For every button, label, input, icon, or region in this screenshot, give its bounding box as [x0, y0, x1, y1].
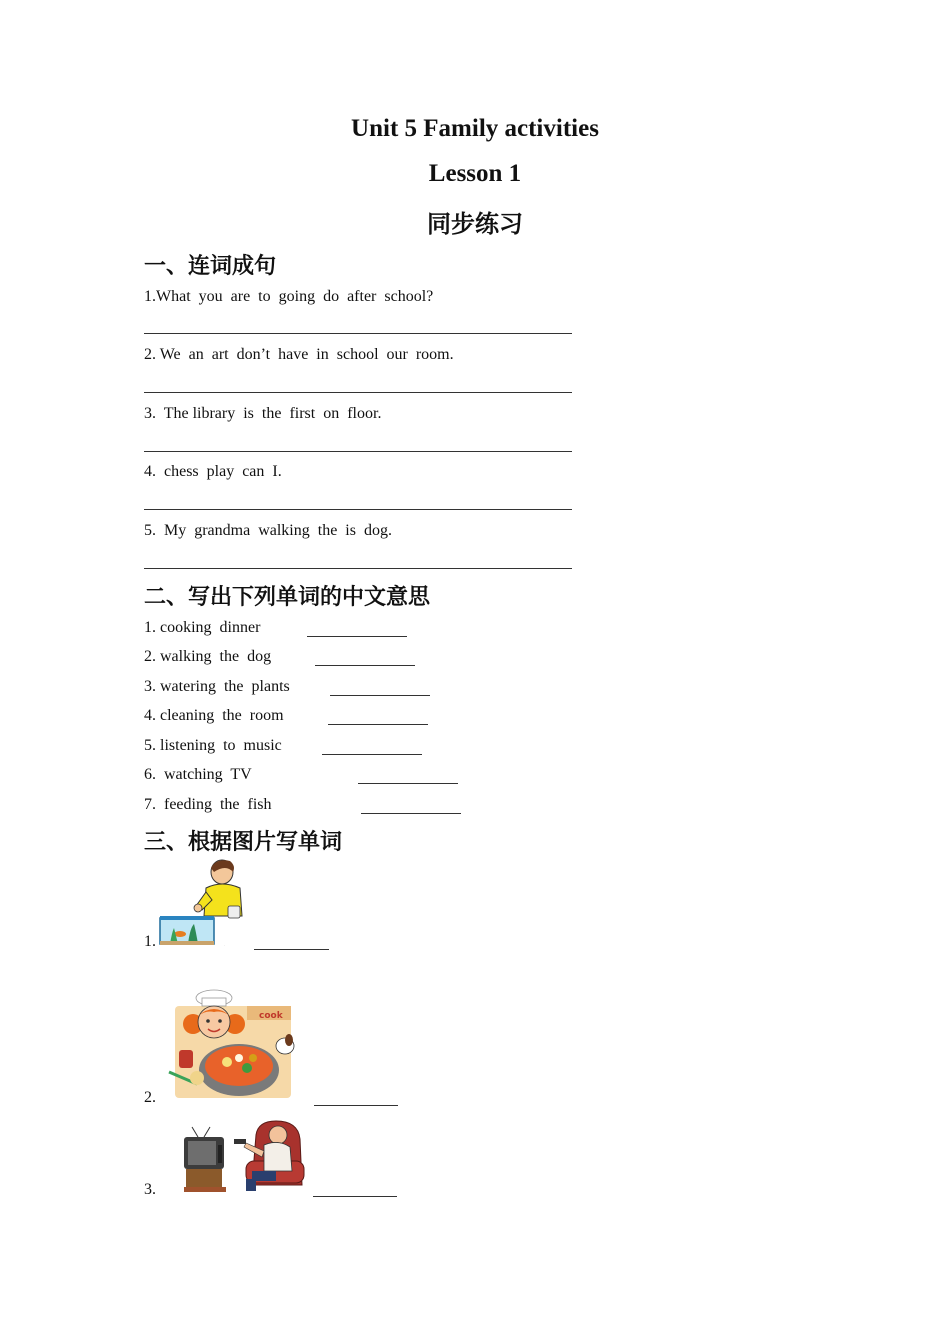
- lesson-title: Lesson 1: [428, 160, 522, 187]
- picture-number: 3.: [144, 1181, 156, 1198]
- phrase-item: 5. listening to music: [144, 737, 282, 754]
- answer-blank[interactable]: [313, 1196, 397, 1197]
- svg-text:cook: cook: [259, 1011, 283, 1021]
- picture-number: 1.: [144, 933, 156, 950]
- section-3-heading: 三、根据图片写单词: [144, 830, 343, 855]
- answer-blank[interactable]: [328, 724, 428, 725]
- man-watching-tv-picture: [180, 1115, 305, 1195]
- sentence-item: 5. My grandma walking the is dog.: [144, 522, 392, 539]
- phrase-item: 6. watching TV: [144, 766, 252, 783]
- picture-number: 2.: [144, 1089, 156, 1106]
- answer-blank[interactable]: [314, 1105, 398, 1106]
- answer-blank[interactable]: [254, 949, 329, 950]
- page-title: Unit 5 Family activities: [351, 115, 599, 142]
- answer-line[interactable]: [144, 392, 572, 393]
- boy-feeding-fish-picture: [158, 858, 250, 950]
- answer-blank[interactable]: [358, 783, 458, 784]
- answer-line[interactable]: [144, 333, 572, 334]
- answer-line[interactable]: [144, 451, 572, 452]
- sentence-item: 2. We an art don’t have in school our room.: [144, 346, 454, 363]
- answer-line[interactable]: [144, 568, 572, 569]
- sentence-item: 4. chess play can I.: [144, 463, 282, 480]
- answer-line[interactable]: [144, 509, 572, 510]
- phrase-item: 7. feeding the fish: [144, 796, 272, 813]
- svg-text:.: .: [224, 943, 225, 947]
- answer-blank[interactable]: [315, 665, 415, 666]
- sentence-item: 3. The library is the first on floor.: [144, 405, 382, 422]
- phrase-item: 2. walking the dog: [144, 648, 272, 665]
- phrase-item: 1. cooking dinner: [144, 619, 261, 636]
- sentence-item: 1.What you are to going do after school?: [144, 288, 434, 305]
- section-2-heading: 二、写出下列单词的中文意思: [144, 585, 431, 610]
- answer-blank[interactable]: [330, 695, 430, 696]
- phrase-item: 4. cleaning the room: [144, 707, 284, 724]
- section-1-heading: 一、连词成句: [144, 254, 277, 279]
- answer-blank[interactable]: [322, 754, 422, 755]
- girl-cooking-picture: [167, 988, 301, 1104]
- phrase-item: 3. watering the plants: [144, 678, 290, 695]
- answer-blank[interactable]: [361, 813, 461, 814]
- page-subtitle: 同步练习: [427, 210, 523, 238]
- answer-blank[interactable]: [307, 636, 407, 637]
